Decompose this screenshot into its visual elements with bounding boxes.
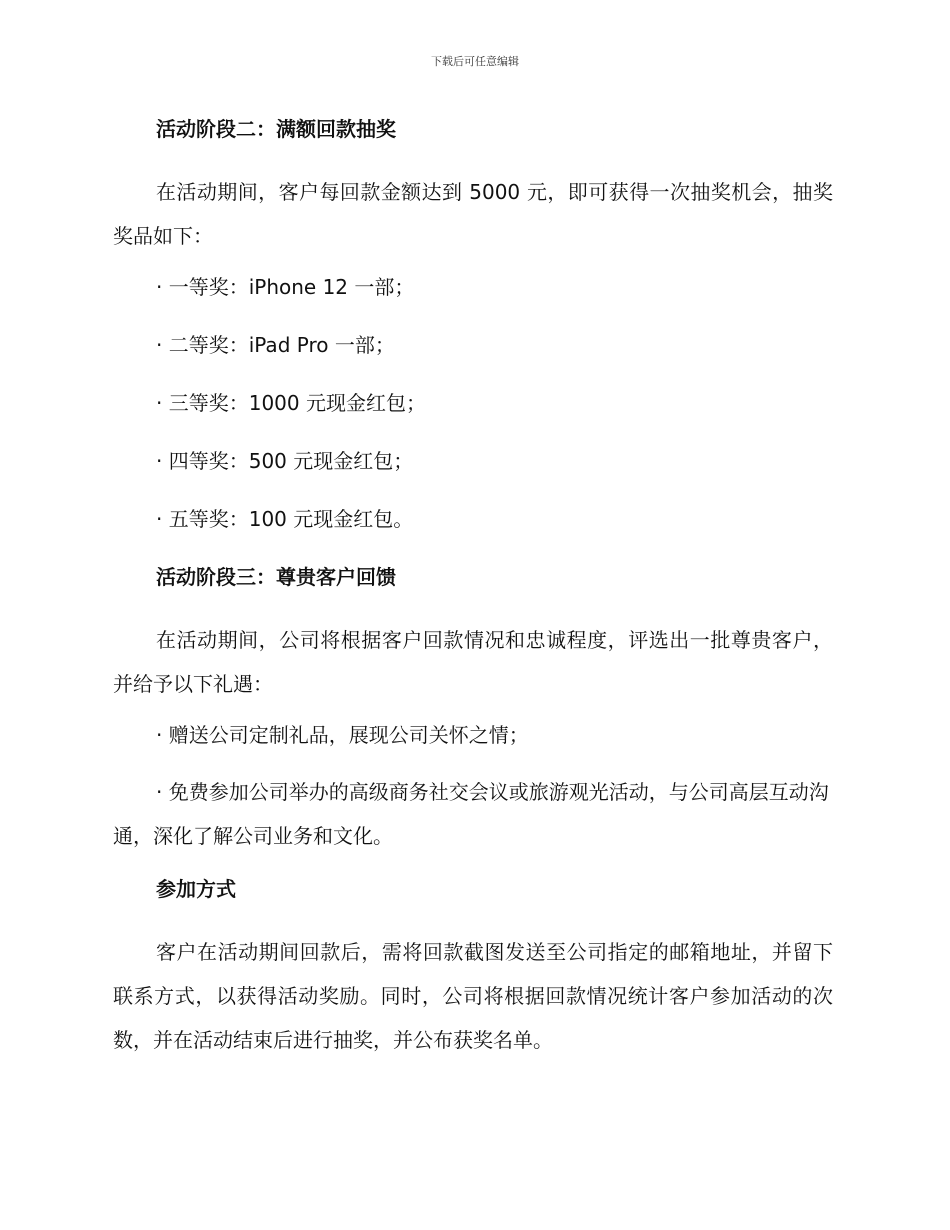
prize-item-third: · 三等奖：1000 元现金红包； [156,391,426,415]
reward-item-gift: · 赠送公司定制礼品，展现公司关怀之情； [156,723,529,747]
prize-item-fifth: · 五等奖：100 元现金红包。 [156,507,414,531]
page-header: 下载后可任意编辑 [431,55,519,68]
section-heading-participation: 参加方式 [156,877,236,901]
prize-item-fourth: · 四等奖：500 元现金红包； [156,449,414,473]
reward-item-event: · 免费参加公司举办的高级商务社交会议或旅游观光活动，与公司高层互动沟通，深化了解公司业务和文化。 [113,780,829,848]
prize-item-second: · 二等奖：iPad Pro 一部； [156,333,395,357]
section-heading-stage-three: 活动阶段三：尊贵客户回馈 [156,565,396,589]
prize-item-first: · 一等奖：iPhone 12 一部； [156,275,415,299]
section-intro-participation: 客户在活动期间回款后，需将回款截图发送至公司指定的邮箱地址，并留下联系方式，以获得活动奖励。同时，公司将根据回款情况统计客户参加活动的次数，并在活动结束后进行抽奖，并公布获奖名单。 [113,940,833,1052]
document-body [113,112,833,1074]
section-heading-stage-two: 活动阶段二：满额回款抽奖 [156,117,396,141]
section-intro-stage-two: 在活动期间，客户每回款金额达到 5000 元，即可获得一次抽奖机会，抽奖奖品如下： [113,180,833,248]
section-intro-stage-three: 在活动期间，公司将根据客户回款情况和忠诚程度，评选出一批尊贵客户，并给予以下礼遇： [113,628,833,696]
